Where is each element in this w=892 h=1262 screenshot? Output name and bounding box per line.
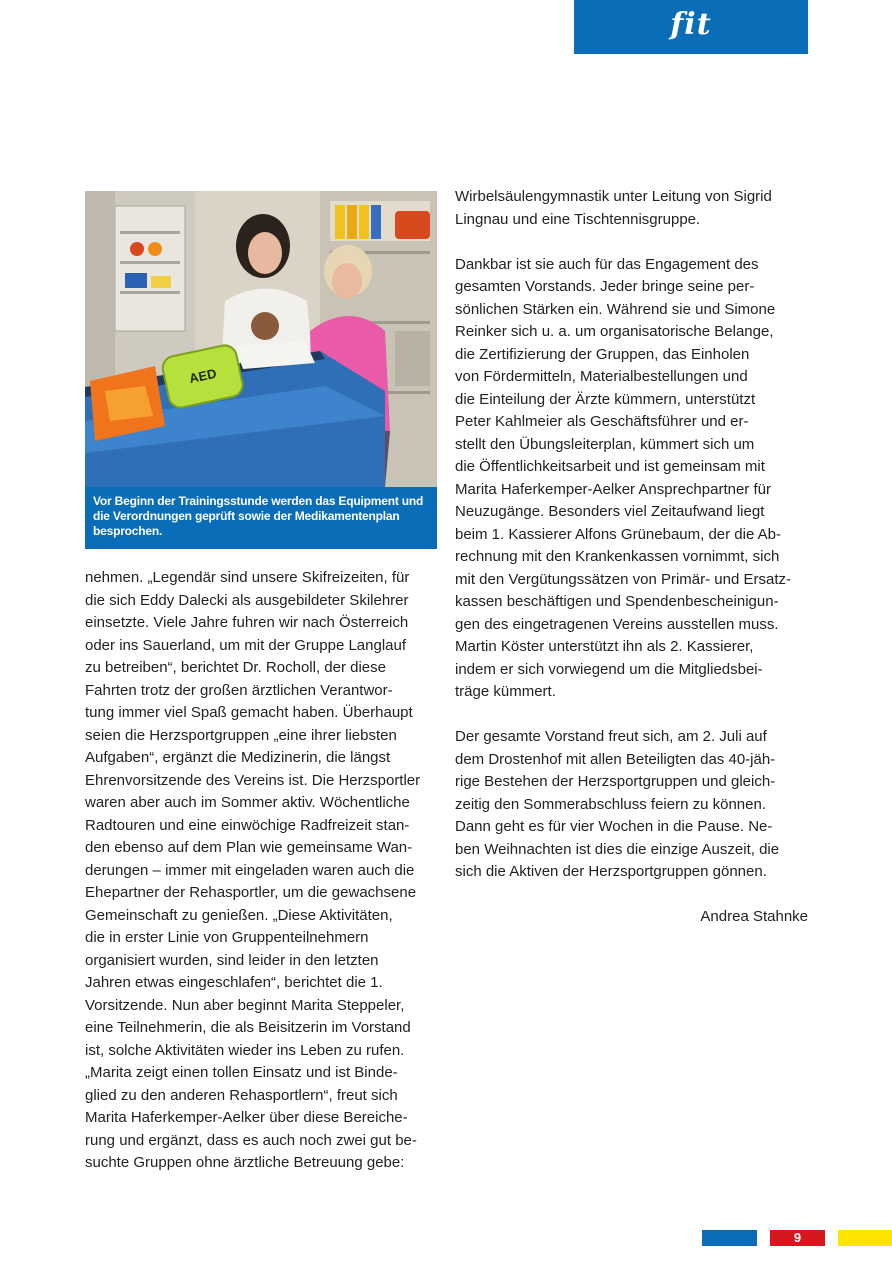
footer-yellow-bar xyxy=(838,1230,892,1246)
paragraph-sports-groups: Wirbelsäulengymnastik unter Leitung von Sigrid Lingnau und eine Tischtennisgruppe. xyxy=(455,188,772,228)
left-column-text: nehmen. „Legendär sind unsere Skifreizeiten, für die sich Eddy Dalecki als ausgebildeter Skilehrer einsetzte. Viele Jahre fuhren wir nach Österreich oder ins Sauerland, um mit der Gruppe Langlauf zu betreiben“, berichtet Dr. Rocholl, der diese Fahrten trotz der großen ärztlichen Verantwor- tung immer viel Spaß gemacht haben. Überhaupt seien die Herzsportgruppen „eine ihrer liebsten Aufgaben“, ergänzt die Medizinerin, die längst Ehrenvorsitzende des Vereins ist. Die Herzsportler waren aber auch im Sommer aktiv. Wöchentliche Radtouren und eine einwöchige Radfreizeit stan- den ebenso auf dem Plan wie gemeinsame Wan- derungen – immer mit eingeladen waren auch die Ehepartner der Rehasportler, um die gewachsene Gemeinschaft zu genießen. „Diese Aktivitäten, die in erster Linie von Gruppenteilnehmern organisiert wurden, sind leider in den letzten Jahren etwas eingeschlafen“, berichtet die 1. Vorsitzende. Nun aber beginnt Marita Steppeler, eine Teilnehmerin, die als Beisitzerin im Vorstand ist, solche Aktivitäten wieder ins Leben zu rufen. „Marita zeigt einen tollen Einsatz und ist Binde- glied zu den anderen Rehasportlern“, freut sich Marita Haferkemper-Aelker über diese Bereiche- rung und ergänzt, dass es auch noch zwei gut be- suchte Gruppen ohne ärztliche Betreuung gebe: xyxy=(85,569,421,1171)
training-room-photo xyxy=(85,191,437,487)
paragraph-board-thanks: Dankbar ist sie auch für das Engagement des gesamten Vorstands. Jeder bringe seine per- sönlichen Stärken ein. Während sie und Simone Reinker sich u. a. um organisatorische Belange, die Zertifizierung der Gruppen, das Einholen von Fördermitteln, Materialbestellungen und die Einteilung der Ärzte kümmern, unterstützt Peter Kahlmeier als Geschäftsführer und er- stellt den Übungsleiterplan, kümmert sich um die Öffentlichkeitsarbeit und ist gemeinsam mit Marita Haferkemper-Aelker Ansprechpartner für Neuzugänge. Besonders viel Zeitaufwand liegt beim 1. Kassierer Alfons Grünebaum, der die Ab- rechnung mit den Krankenkassen vornimmt, sich mit den Vergütungssätzen von Primär- und Ersatz- kassen beschäftigen und Spendenbescheinigun- gen des eingetragenen Vereins ausstellen muss. Martin Köster unterstützt ihn als 2. Kassierer, indem er sich vorwiegend um die Mitgliedsbei- träge kümmert. xyxy=(455,255,791,700)
article-left-column xyxy=(85,567,441,1175)
author-byline: Andrea Stahnke xyxy=(700,908,808,925)
photo-with-caption xyxy=(85,191,437,549)
magazine-brand-tab xyxy=(574,0,808,54)
page-number-badge xyxy=(770,1230,825,1246)
photo-caption: Vor Beginn der Trainingsstunde werden das Equipment und die Verordnungen geprüft sowie der Medikamentenplan besprochen. xyxy=(93,494,424,538)
paragraph-anniversary: Der gesamte Vorstand freut sich, am 2. Juli auf dem Drostenhof mit allen Beteiligten das 40-jäh- rige Bestehen der Herzsportgruppen und gleich- zeitig den Sommerabschluss feiern zu können. Dann geht es für vier Wochen in die Pause. Ne- ben Weihnachten ist dies die einzige Auszeit, die sich die Aktiven der Herzsportgruppen gönnen. xyxy=(455,728,780,880)
article-right-column xyxy=(455,186,811,929)
brand-logo: fit xyxy=(670,6,712,42)
page-number: 9 xyxy=(793,1230,802,1245)
footer-blue-bar xyxy=(702,1230,757,1246)
aed-label: AED xyxy=(187,365,218,387)
